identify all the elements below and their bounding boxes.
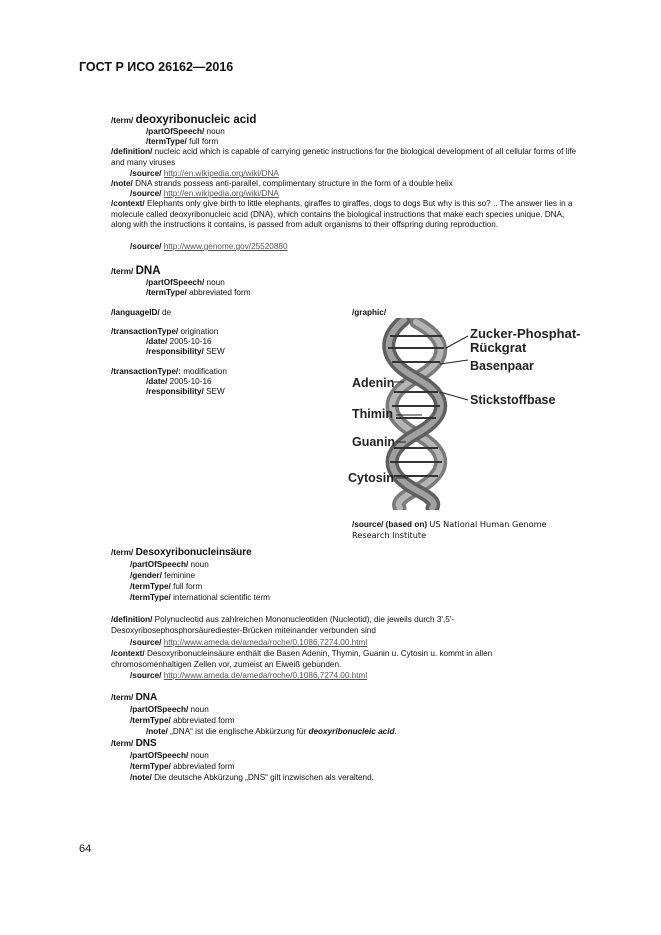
field-tag: /source/	[130, 169, 162, 178]
date-line	[146, 337, 212, 347]
field-tag: /languageID/	[111, 308, 160, 317]
field-tag: /context/	[111, 199, 145, 208]
term-line	[111, 739, 157, 749]
field-tag: /source/ (based on)	[352, 520, 428, 529]
source-line	[130, 189, 279, 199]
field-value: abbreviated form	[173, 762, 235, 771]
field-tag: /partOfSpeech/	[130, 751, 189, 760]
responsibility-line	[146, 387, 225, 397]
field-tag: /termType/	[130, 593, 171, 602]
part-of-speech-line	[130, 705, 209, 715]
term-type-line	[130, 716, 235, 726]
source-line	[130, 671, 367, 681]
field-tag: /partOfSpeech/	[130, 705, 189, 714]
field-tag: /note/	[146, 727, 168, 736]
field-value: abbreviated form	[189, 288, 251, 297]
field-tag: /termType/	[130, 582, 171, 591]
field-tag: /note/	[130, 773, 152, 782]
note-line	[111, 179, 453, 189]
emphasis-text: deoxyribonucleic acid	[308, 727, 395, 736]
field-tag: /date/	[146, 337, 168, 346]
field-value: feminine	[164, 571, 196, 580]
context-block	[111, 649, 541, 670]
field-value: Elephants only give birth to little elephants, giraffes to giraffes, dogs to dogs But why is this so? .. The answer lies in a molecule called deoxyribonucleic acid (DNA), which contains the biological instructions that make each species unique. DNA, along with the instructions it contains, is passed from adult organisms to their offspring during reproduction.	[111, 199, 573, 230]
field-value: .	[394, 727, 397, 736]
field-value: origination	[180, 327, 219, 336]
gender-line	[130, 571, 195, 581]
field-value: full form	[189, 137, 219, 146]
source-line	[130, 638, 367, 648]
field-value: full form	[173, 582, 203, 591]
field-tag: /termType/	[130, 762, 171, 771]
field-tag: /responsibility/	[146, 387, 204, 396]
term-type-line	[146, 137, 218, 147]
label-cytosin: Cytosin	[348, 471, 394, 485]
field-value: abbreviated form	[173, 716, 235, 725]
date-line	[146, 377, 212, 387]
label-adenin: Adenin	[352, 376, 395, 390]
field-value: nucleic acid which is capable of carrying genetic instructions for the biological development of all cellular forms of life and many viruses	[111, 147, 577, 167]
graphic-tag: /graphic/	[352, 308, 387, 317]
term-line	[111, 266, 161, 277]
page-number: 64	[79, 843, 92, 855]
field-value: Die deutsche Abkürzung „DNS“ gilt inzwischen als veraltend.	[154, 773, 374, 782]
term-line	[111, 115, 256, 126]
term-value: DNA	[135, 265, 161, 277]
field-tag: /partOfSpeech/	[130, 560, 189, 569]
term-value: DNA	[135, 692, 158, 703]
field-value: noun	[190, 705, 209, 714]
field-tag: /termType/	[146, 288, 187, 297]
term-tag: /term/	[111, 739, 134, 748]
document-header: ГОСТ Р ИСО 26162—2016	[79, 60, 234, 74]
transaction-line	[111, 367, 227, 377]
field-tag: /transactionType/	[111, 327, 179, 336]
field-value: „DNA“ ist die englische Abkürzung für	[170, 727, 309, 736]
label-stickstoffbase: Stickstoffbase	[470, 393, 556, 407]
part-of-speech-line	[146, 278, 225, 288]
source-line	[130, 169, 279, 179]
part-of-speech-line	[146, 127, 225, 137]
source-link[interactable]: http://www.ameda.de/ameda/roche/0,1086,7274.00.html	[163, 638, 368, 647]
field-value: 2005-10-16	[169, 377, 212, 386]
transaction-line	[111, 327, 218, 337]
field-value: SEW	[206, 387, 225, 396]
label-basepair: Basenpaar	[470, 359, 534, 373]
field-value: noun	[206, 127, 225, 136]
term-tag: /term/	[111, 693, 134, 702]
term-value: DNS	[135, 738, 157, 749]
field-tag: /definition/	[111, 615, 153, 624]
field-value: SEW	[206, 347, 225, 356]
field-value: US National Human Genome	[429, 519, 547, 529]
term-type-line	[130, 593, 270, 603]
source-link[interactable]: http://en.wikipedia.org/wiki/DNA	[163, 189, 279, 198]
definition-block	[111, 615, 511, 636]
term-type-line	[146, 288, 251, 298]
responsibility-line	[146, 347, 225, 357]
field-value: Polynucleotid aus zahlreichen Mononucleotiden (Nucleotid), die jeweils durch 3',5'-Desoxyribosephosphorsäurediester-Brücken miteinander verbunden sind	[111, 615, 455, 635]
field-tag: /transactionType/:	[111, 367, 181, 376]
label-backbone-2: Rückgrat	[470, 340, 527, 355]
field-tag: /responsibility/	[146, 347, 204, 356]
field-tag: /source/	[130, 242, 162, 251]
term-tag: /term/	[111, 548, 134, 557]
note-line	[130, 773, 374, 783]
term-line	[111, 693, 157, 703]
context-block	[111, 199, 581, 231]
part-of-speech-line	[130, 560, 209, 570]
label-backbone: Zucker-Phosphat-	[470, 326, 581, 341]
field-value: DNA strands possess anti-parallel, complimentary structure in the form of a double helix	[135, 179, 453, 188]
source-link[interactable]: http://www.genome.gov/25520880	[163, 242, 288, 251]
field-tag: /note/	[111, 179, 133, 188]
field-tag: /source/	[130, 638, 162, 647]
term-tag: /term/	[111, 267, 134, 276]
field-tag: /partOfSpeech/	[146, 278, 205, 287]
field-value: noun	[190, 560, 209, 569]
dna-helix-graphic	[344, 318, 594, 510]
source-link[interactable]: http://www.ameda.de/ameda/roche/0,1086,7274.00.html	[163, 671, 368, 680]
field-value: noun	[190, 751, 209, 760]
graphic-source-line-2: Research Institute	[352, 530, 427, 540]
label-guanin: Guanin	[352, 435, 396, 449]
note-line	[146, 727, 397, 737]
source-link[interactable]: http://en.wikipedia.org/wiki/DNA	[163, 169, 279, 178]
field-value: Desoxyribonucleinsäure enthält die Basen Adenin, Thymin, Guanin u. Cytosin u. kommt in allen chromosomenhaltigen Zellen vor, zumeist an Eiweiß gebunden.	[111, 649, 493, 669]
term-tag: /term/	[111, 116, 134, 125]
part-of-speech-line	[130, 751, 209, 761]
field-tag: /source/	[130, 189, 162, 198]
source-line	[130, 242, 288, 252]
field-tag: /context/	[111, 649, 145, 658]
field-tag: /source/	[130, 671, 162, 680]
term-value: Desoxyribonucleinsäure	[135, 547, 252, 558]
field-value: noun	[206, 278, 225, 287]
field-tag: /partOfSpeech/	[146, 127, 205, 136]
field-value: de	[161, 308, 172, 317]
field-value: 2005-10-16	[169, 337, 212, 346]
graphic-source-line	[352, 519, 547, 530]
term-type-line	[130, 582, 202, 592]
label-thimin: Thimin	[352, 407, 393, 421]
field-value: modification	[183, 367, 227, 376]
field-tag: /termType/	[130, 716, 171, 725]
definition-block	[111, 147, 586, 168]
term-type-line	[130, 762, 235, 772]
field-tag: /date/	[146, 377, 168, 386]
field-value: international scientific term	[173, 593, 271, 602]
field-tag: /termType/	[146, 137, 187, 146]
field-tag: /definition/	[111, 147, 153, 156]
field-tag: /gender/	[130, 571, 162, 580]
term-line	[111, 548, 252, 558]
language-line	[111, 308, 171, 318]
term-value: deoxyribonucleic acid	[135, 114, 257, 126]
